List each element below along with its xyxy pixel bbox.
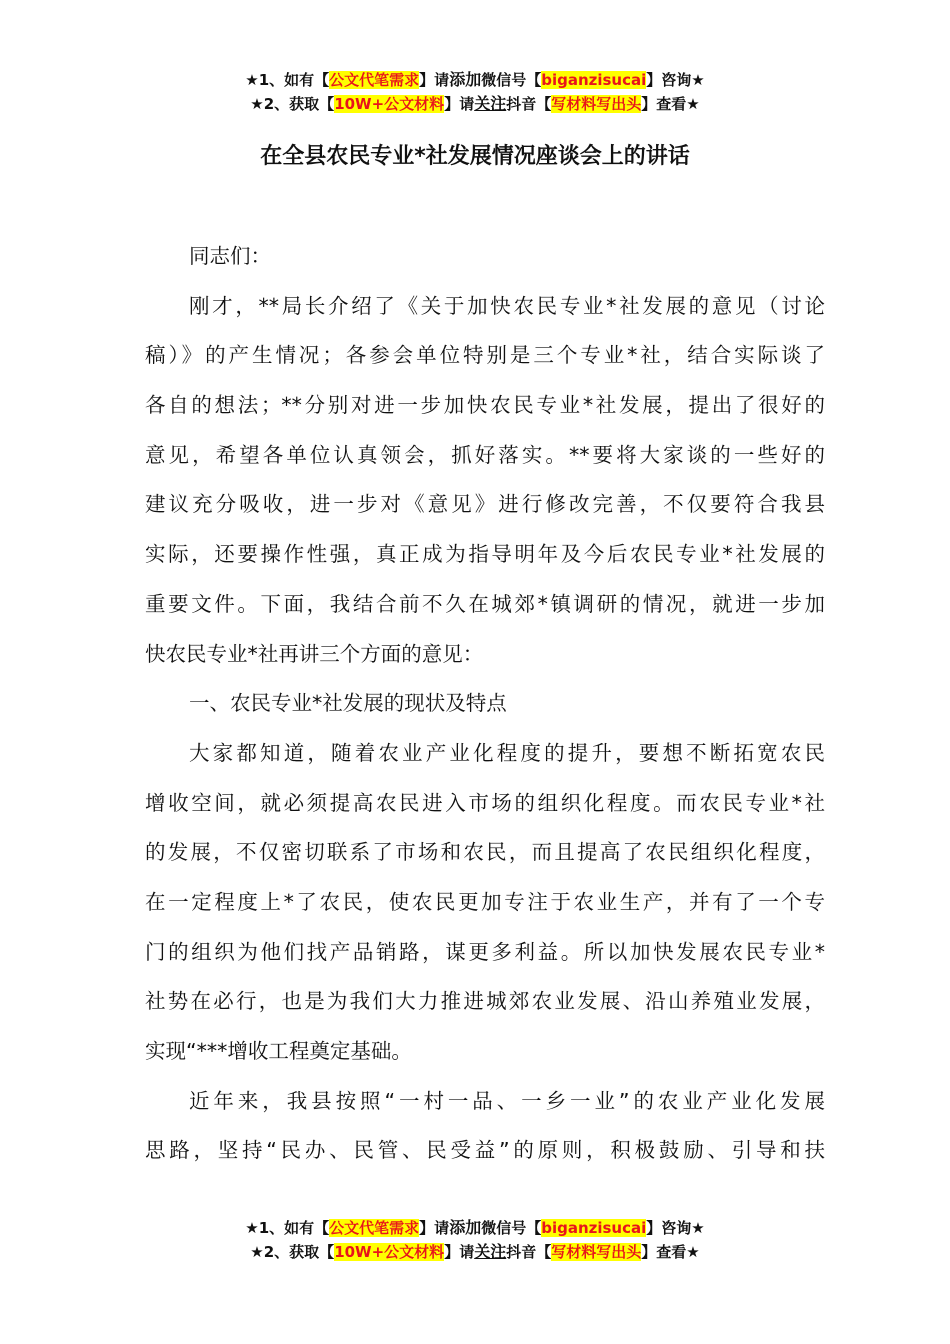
paragraph-line: 在一定程度上*了农民，使农民更加专注于农业生产，并有了一个专 — [145, 889, 825, 914]
banner-text: 】查看★ — [641, 95, 700, 113]
paragraph-line: 近年来，我县按照“一村一品、一乡一业”的农业产业化发展 — [189, 1088, 825, 1113]
banner-highlight: 10W+公文材料 — [334, 1243, 445, 1261]
banner-emphasis: 添加 — [449, 70, 482, 89]
banner-text: 微信号【 — [481, 1219, 542, 1237]
banner-text: 】请 — [419, 71, 450, 89]
banner-line-2 — [0, 92, 950, 116]
banner-text: 微信号【 — [481, 71, 542, 89]
banner-highlight: 10W+公文材料 — [334, 95, 445, 113]
paragraph-line: 增收空间，就必须提高农民进入市场的组织化程度。而农民专业*社 — [145, 790, 825, 815]
banner-highlight: 公文代笔需求 — [329, 1219, 420, 1237]
banner-text: ★1、如有【 — [245, 1219, 330, 1237]
paragraph-line: 各自的想法；**分别对进一步加快农民专业*社发展，提出了很好的 — [145, 393, 825, 418]
banner-wechat-id: biganzisucai — [541, 1219, 647, 1237]
banner-text: 】查看★ — [641, 1243, 700, 1261]
banner-wechat-id: biganzisucai — [541, 71, 647, 89]
paragraph-line: 重要文件。下面，我结合前不久在城郊*镇调研的情况，就进一步加 — [145, 591, 825, 616]
document-title: 在全县农民专业*社发展情况座谈会上的讲话 — [260, 144, 690, 169]
paragraph-line: 大家都知道，随着农业产业化程度的提升，要想不断拓宽农民 — [189, 740, 825, 765]
banner-text: 】请 — [444, 95, 475, 113]
document-body — [145, 232, 825, 1176]
banner-line-2 — [0, 1240, 950, 1264]
paragraph-line: 社势在必行，也是为我们大力推进城郊农业发展、沿山养殖业发展， — [145, 989, 825, 1014]
banner-text: 抖音【 — [506, 1243, 552, 1261]
banner-text: ★2、获取【 — [250, 1243, 335, 1261]
banner-text: 】咨询★ — [646, 1219, 705, 1237]
banner-text: 抖音【 — [506, 95, 552, 113]
banner-line-1 — [0, 1216, 950, 1240]
paragraph-line: 的发展，不仅密切联系了市场和农民，而且提高了农民组织化程度， — [145, 840, 825, 865]
banner-emphasis: 关注 — [474, 1242, 507, 1261]
paragraph-line: 意见，希望各单位认真领会，抓好落实。**要将大家谈的一些好的 — [145, 442, 825, 467]
banner-douyin-id: 写材料写出头 — [551, 95, 642, 113]
paragraph-line: 稿）》的产生情况；各参会单位特别是三个专业*社，结合实际谈了 — [145, 343, 825, 368]
banner-emphasis: 关注 — [474, 94, 507, 113]
section-heading: 一、农民专业*社发展的现状及特点 — [189, 691, 507, 716]
banner-text: ★2、获取【 — [250, 95, 335, 113]
banner-text: 】请 — [444, 1243, 475, 1261]
salutation: 同志们： — [189, 244, 271, 268]
banner-text: 】请 — [419, 1219, 450, 1237]
paragraph-line: 实现“***增收工程奠定基础。 — [145, 1039, 412, 1063]
banner-text: ★1、如有【 — [245, 71, 330, 89]
header-banner — [0, 68, 950, 116]
banner-emphasis: 添加 — [449, 1218, 482, 1237]
footer-banner — [0, 1216, 950, 1264]
banner-line-1 — [0, 68, 950, 92]
banner-text: 】咨询★ — [646, 71, 705, 89]
banner-douyin-id: 写材料写出头 — [551, 1243, 642, 1261]
paragraph-line: 门的组织为他们找产品销路，谋更多利益。所以加快发展农民专业* — [145, 939, 825, 964]
paragraph-line: 思路，坚持“民办、民管、民受益”的原则，积极鼓励、引导和扶 — [145, 1138, 825, 1163]
banner-highlight: 公文代笔需求 — [329, 71, 420, 89]
paragraph-line: 快农民专业*社再讲三个方面的意见： — [145, 641, 484, 666]
paragraph-line: 刚才，**局长介绍了《关于加快农民专业*社发展的意见（讨论 — [189, 293, 825, 318]
paragraph-line: 实际，还要操作性强，真正成为指导明年及今后农民专业*社发展的 — [145, 542, 825, 567]
paragraph-line: 建议充分吸收，进一步对《意见》进行修改完善，不仅要符合我县 — [145, 492, 825, 517]
